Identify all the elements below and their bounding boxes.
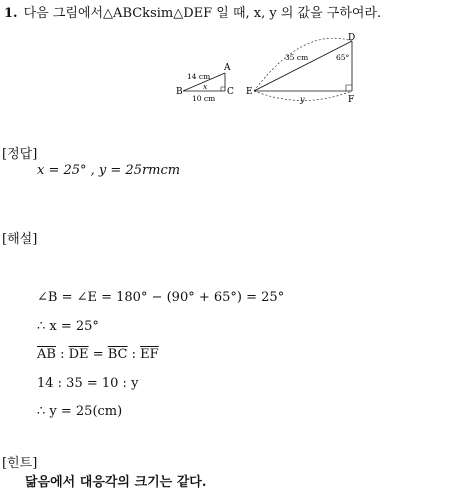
question [4, 2, 381, 21]
vertex-f-label: F [348, 95, 355, 105]
side-de-length: 35 cm [285, 53, 309, 62]
explanation-line-y: ∴ y = 25(cm) [37, 404, 123, 419]
segment-de: $\overline{DE}$ [68, 347, 89, 362]
side-ab-length: 14 cm [187, 72, 211, 81]
side-bc-length: 10 cm [192, 94, 216, 103]
similar-triangles-figure [170, 30, 370, 110]
segment-ab: $\overline{AB}$ [37, 347, 56, 362]
explanation-line-x: ∴ x = 25° [37, 319, 99, 334]
right-angle-c-mark [221, 87, 225, 91]
side-de-line [254, 41, 352, 91]
angle-b-label: x [203, 82, 208, 91]
explanation-line-proportion: 14 : 35 = 10 : y [37, 376, 139, 391]
vertex-c-label: C [227, 87, 234, 97]
triangle-abc [176, 63, 234, 103]
hint-label: [힌트] [2, 456, 38, 471]
answer-text: x = 25° , y = 25rmcm [37, 163, 181, 178]
answer-label: [정답] [2, 147, 38, 162]
ratio-equals: = [92, 347, 104, 362]
vertex-b-label: B [176, 87, 183, 97]
hint-text: 닮음에서 대응각의 크기는 같다. [25, 475, 207, 490]
question-number: 1. [4, 6, 18, 21]
segment-ef: $\overline{EF}$ [140, 347, 159, 362]
triangle-def [246, 33, 355, 105]
question-text: 다음 그림에서△ABCksim△DEF 일 때, x, y 의 값을 구하여라. [23, 6, 382, 21]
angle-d-label: 65° [336, 53, 350, 62]
side-ef-label: y [300, 95, 305, 104]
vertex-a-label: A [224, 63, 231, 73]
segment-bc: $\overline{BC}$ [107, 347, 128, 362]
ratio-colon-1: : [60, 347, 65, 362]
right-angle-f-mark [346, 85, 352, 91]
explanation-line-angle: ∠B = ∠E = 180° − (90° + 65°) = 25° [37, 290, 285, 305]
explanation-line-ratio [37, 347, 159, 362]
vertex-d-label: D [348, 33, 356, 43]
explanation-label: [해설] [2, 232, 38, 247]
vertex-e-label: E [246, 87, 253, 97]
ratio-colon-2: : [131, 347, 137, 362]
